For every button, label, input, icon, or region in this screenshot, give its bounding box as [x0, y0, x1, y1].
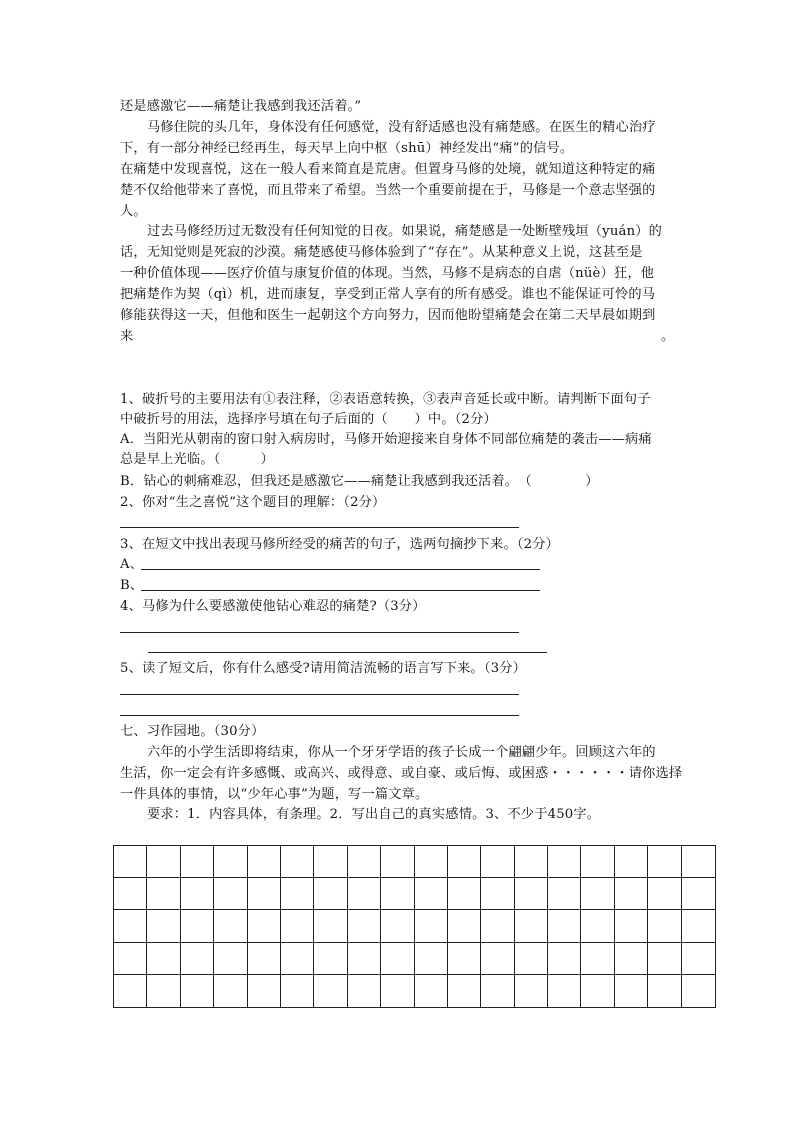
grid-cell[interactable] [548, 943, 581, 975]
question-5-answer-line-2[interactable] [120, 715, 519, 716]
grid-cell[interactable] [248, 846, 281, 878]
grid-cell[interactable] [114, 846, 147, 878]
passage-line-7: 过去马修经历过无数没有任何知觉的日夜。如果说，痛楚感是一处断壁残垣（yuán）的 [147, 224, 663, 239]
grid-cell[interactable] [548, 846, 581, 878]
passage-line-12: 来 [120, 329, 134, 344]
grid-cell[interactable] [415, 975, 448, 1007]
question-4-answer-line-2[interactable] [148, 652, 547, 653]
grid-cell[interactable] [515, 846, 548, 878]
grid-cell[interactable] [615, 878, 648, 910]
grid-cell[interactable] [481, 878, 514, 910]
grid-cell[interactable] [648, 910, 681, 942]
grid-cell[interactable] [448, 975, 481, 1007]
grid-cell[interactable] [314, 943, 347, 975]
grid-cell[interactable] [147, 975, 180, 1007]
grid-cell[interactable] [381, 910, 414, 942]
passage-line-8: 话，无知觉则是死寂的沙漠。痛楚感使马修体验到了“存在”。从某种意义上说，这甚至是 [120, 245, 643, 260]
writing-grid[interactable] [113, 845, 716, 1008]
grid-cell[interactable] [648, 975, 681, 1007]
grid-cell[interactable] [615, 910, 648, 942]
grid-cell[interactable] [314, 910, 347, 942]
grid-cell[interactable] [147, 846, 180, 878]
question-2-answer-line[interactable] [120, 527, 519, 528]
grid-cell[interactable] [214, 943, 247, 975]
question-1-a-line-1: A．当阳光从朝南的窗口射入病房时，马修开始迎接来自身体不同部位痛楚的袭击——病痛 [120, 432, 652, 447]
grid-cell[interactable] [682, 878, 715, 910]
passage-line-1: 还是感激它——痛楚让我感到我还活着。” [120, 99, 362, 114]
grid-cell[interactable] [314, 846, 347, 878]
grid-cell[interactable] [314, 975, 347, 1007]
grid-cell[interactable] [114, 975, 147, 1007]
passage-end-mark: 。 [661, 329, 675, 344]
grid-cell[interactable] [114, 910, 147, 942]
grid-cell[interactable] [381, 943, 414, 975]
question-3-b-label: B、 [120, 578, 144, 593]
grid-cell[interactable] [214, 878, 247, 910]
grid-cell[interactable] [515, 975, 548, 1007]
grid-cell[interactable] [682, 846, 715, 878]
grid-cell[interactable] [682, 910, 715, 942]
grid-cell[interactable] [114, 878, 147, 910]
grid-cell[interactable] [481, 943, 514, 975]
question-1-a-line-2: 总是早上光临。（ ） [120, 452, 275, 467]
grid-cell[interactable] [515, 910, 548, 942]
grid-cell[interactable] [348, 943, 381, 975]
grid-cell[interactable] [348, 846, 381, 878]
grid-cell[interactable] [381, 975, 414, 1007]
grid-cell[interactable] [348, 878, 381, 910]
grid-cell[interactable] [415, 943, 448, 975]
grid-cell[interactable] [548, 910, 581, 942]
grid-cell[interactable] [214, 975, 247, 1007]
grid-cell[interactable] [581, 846, 614, 878]
grid-cell[interactable] [181, 910, 214, 942]
grid-cell[interactable] [181, 878, 214, 910]
grid-cell[interactable] [381, 878, 414, 910]
grid-cell[interactable] [581, 910, 614, 942]
grid-cell[interactable] [548, 878, 581, 910]
grid-cell[interactable] [147, 943, 180, 975]
grid-cell[interactable] [615, 943, 648, 975]
grid-cell[interactable] [415, 846, 448, 878]
grid-cell[interactable] [581, 878, 614, 910]
grid-cell[interactable] [147, 910, 180, 942]
grid-cell[interactable] [348, 975, 381, 1007]
composition-line-1: 六年的小学生活即将结束，你从一个牙牙学语的孩子长成一个翩翩少年。回顾这六年的 [147, 745, 656, 760]
passage-line-5: 楚不仅给他带来了喜悦，而且带来了希望。当然一个重要前提在于，马修是一个意志坚强的 [120, 183, 656, 198]
grid-cell[interactable] [481, 846, 514, 878]
grid-cell[interactable] [515, 878, 548, 910]
question-4: 4、马修为什么要感激使他钻心难忍的痛楚?（3分） [120, 599, 426, 614]
question-2: 2、你对“生之喜悦”这个题目的理解：（2分） [120, 495, 386, 510]
composition-requirements: 要求：1．内容具体，有条理。2．写出自己的真实感情。3、不少于450字。 [147, 807, 601, 822]
passage-line-2: 马修住院的头几年，身体没有任何感觉，没有舒适感也没有痛楚感。在医生的精心治疗 [147, 120, 656, 135]
grid-cell[interactable] [281, 910, 314, 942]
question-5-answer-line-1[interactable] [120, 694, 519, 695]
grid-cell[interactable] [314, 878, 347, 910]
grid-cell[interactable] [214, 846, 247, 878]
composition-heading: 七、习作园地。（30分） [120, 724, 265, 739]
grid-cell[interactable] [348, 910, 381, 942]
grid-cell[interactable] [515, 943, 548, 975]
passage-line-4: 在痛楚中发现喜悦，这在一般人看来简直是荒唐。但置身马修的处境，就知道这种特定的痛 [120, 162, 656, 177]
grid-cell[interactable] [281, 943, 314, 975]
question-1-line-2: 中破折号的用法，选择序号填在句子后面的（ ）中。（2分） [120, 412, 497, 427]
grid-cell[interactable] [448, 943, 481, 975]
passage-line-11: 修能获得这一天，但他和医生一起朝这个方向努力，因而他盼望痛楚会在第二天早晨如期到 [120, 308, 656, 323]
grid-cell[interactable] [281, 975, 314, 1007]
passage-line-3: 下，有一部分神经已经再生，每天早上向中枢（shū）神经发出“痛”的信号。 [120, 141, 574, 156]
grid-cell[interactable] [615, 846, 648, 878]
grid-cell[interactable] [281, 878, 314, 910]
grid-cell[interactable] [648, 943, 681, 975]
composition-line-2: 生活，你一定会有许多感慨、或高兴、或得意、或自豪、或后悔、或困惑・・・・・・请你选择 [120, 766, 683, 781]
grid-cell[interactable] [615, 975, 648, 1007]
grid-cell[interactable] [448, 878, 481, 910]
grid-cell[interactable] [648, 846, 681, 878]
passage-line-10: 把痛楚作为契（qì）机，进而康复，享受到正常人享有的所有感受。谁也不能保证可怜的马 [120, 287, 656, 302]
passage-line-6: 人。 [120, 204, 147, 219]
question-3-a-label: A、 [120, 557, 144, 572]
grid-cell[interactable] [415, 878, 448, 910]
grid-cell[interactable] [448, 910, 481, 942]
grid-cell[interactable] [248, 975, 281, 1007]
grid-cell[interactable] [682, 975, 715, 1007]
question-1-b: B．钻心的刺痛难忍，但我还是感激它——痛楚让我感到我还活着。 （ ） [120, 474, 599, 489]
grid-cell[interactable] [448, 846, 481, 878]
question-5: 5、读了短文后，你有什么感受?请用简洁流畅的语言写下来。（3分） [120, 661, 527, 676]
question-3: 3、在短文中找出表现马修所经受的痛苦的句子，选两句摘抄下来。（2分） [120, 537, 559, 552]
question-3-b-answer-line[interactable] [141, 590, 540, 591]
grid-cell[interactable] [682, 943, 715, 975]
grid-cell[interactable] [181, 975, 214, 1007]
grid-cell[interactable] [415, 910, 448, 942]
grid-cell[interactable] [581, 975, 614, 1007]
grid-cell[interactable] [548, 975, 581, 1007]
question-1-line-1: 1、破折号的主要用法有①表注释，②表语意转换，③表声音延长或中断。请判断下面句子 [120, 392, 651, 407]
grid-cell[interactable] [581, 943, 614, 975]
composition-line-3: 一件具体的事情，以“少年心事”为题，写一篇文章。 [120, 787, 429, 802]
grid-cell[interactable] [248, 943, 281, 975]
grid-cell[interactable] [181, 943, 214, 975]
grid-cell[interactable] [181, 846, 214, 878]
passage-line-9: 一种价值体现——医疗价值与康复价值的体现。当然，马修不是病态的自虐（nüè）狂，他 [120, 266, 655, 281]
grid-cell[interactable] [147, 878, 180, 910]
question-4-answer-line-1[interactable] [120, 632, 519, 633]
question-3-a-answer-line[interactable] [141, 569, 540, 570]
grid-cell[interactable] [381, 846, 414, 878]
grid-cell[interactable] [481, 975, 514, 1007]
grid-cell[interactable] [281, 846, 314, 878]
grid-cell[interactable] [114, 943, 147, 975]
grid-cell[interactable] [214, 910, 247, 942]
grid-cell[interactable] [481, 910, 514, 942]
grid-cell[interactable] [648, 878, 681, 910]
grid-cell[interactable] [248, 910, 281, 942]
grid-cell[interactable] [248, 878, 281, 910]
